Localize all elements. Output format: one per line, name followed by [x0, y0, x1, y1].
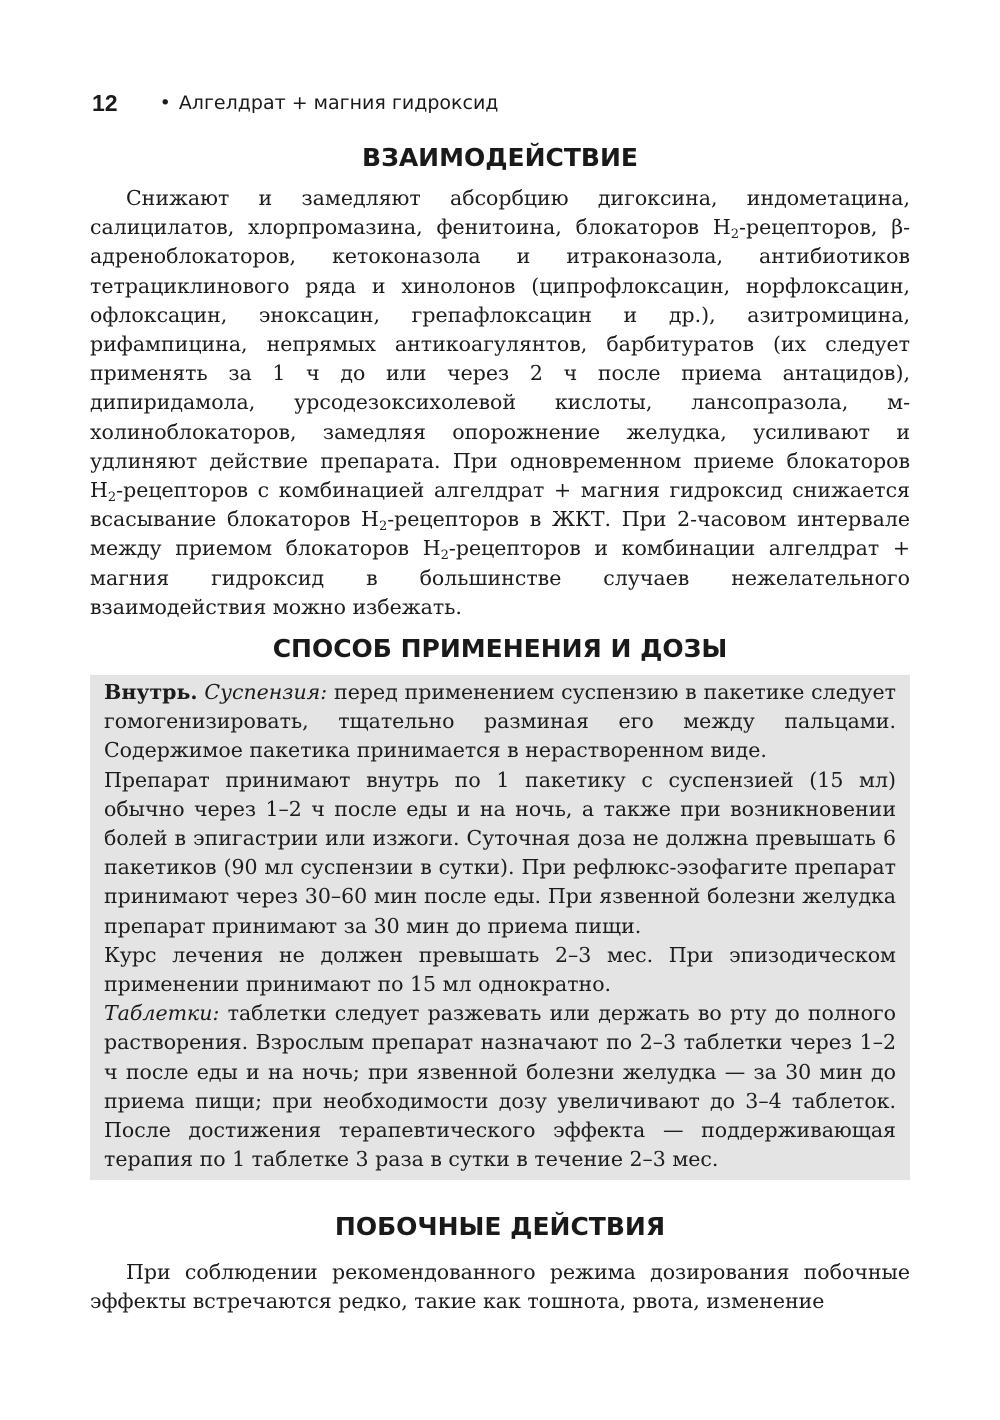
dosage-paragraph-1 — [104, 678, 896, 766]
running-head — [160, 92, 499, 114]
dosage-box — [90, 675, 910, 1180]
form-label-suspension: Суспензия: — [204, 680, 328, 704]
page-number: 12 — [92, 89, 118, 116]
form-label-tablets: Таблетки: — [104, 1001, 220, 1026]
page-header — [92, 86, 912, 120]
route-label: Внутрь. — [104, 680, 198, 704]
interaction-text-4: -рецепторов в ЖКТ. При 2-часовом интервале между приемом блокаторов Н — [90, 507, 910, 561]
dosage-heading: СПОСОБ ПРИМЕНЕНИЯ И ДОЗЫ — [272, 634, 728, 663]
interaction-heading: ВЗАИМОДЕЙСТВИЕ — [362, 143, 638, 172]
side-effects-heading: ПОБОЧНЫЕ ДЕЙСТВИЯ — [334, 1212, 666, 1241]
subscript: 2 — [440, 548, 449, 564]
dosage-text-4: таблетки следует разжевать или держать во рту до полного растворения. Взрослым препарат назначают по 2–3 таблетки через 1–2 ч после еды и на ночь; при язвенной болезни желудка — за 30 мин до приема пищи; при необходимости дозу увеличивают до 3–4 таблеток. После достижения терапевтического эффекта — поддерживающая терапия по 1 таблетке 3 раза в сутки в течение 2–3 мес. — [104, 1001, 896, 1172]
interaction-text-1: Снижают и замедляют абсорбцию дигоксина, индометацина, салицилатов, хлорпромазина, фенитоина, блокаторов Н — [90, 186, 910, 240]
dosage-paragraph-4 — [104, 999, 896, 1174]
side-effects-paragraph: При соблюдении рекомендованного режима дозирования побочные эффекты встречаются редко, такие как тошнота, рвота, изменение — [90, 1260, 910, 1314]
bullet-icon: • — [159, 92, 171, 114]
dosage-paragraph-2: Препарат принимают внутрь по 1 пакетику с суспензией (15 мл) обычно через 1–2 ч после еды и на ночь, а также при возникновении болей в эпигастрии или изжоги. Суточная доза не должна превышать 6 пакетиков (90 мл суспензии в сутки). При рефлюкс-эзофагите препарат принимают через 30–60 мин после еды. При язвенной болезни желудка препарат принимают за 30 мин до приема пищи. — [104, 767, 896, 938]
interaction-text-2: -рецепторов, β-адреноблокаторов, кетоконазола и итраконазола, антибиотиков тетрациклинового ряда и хинолонов (ципрофлоксацин, норфлоксацин, офлоксацин, эноксацин, грепафлоксацин и др.), азитромицина, рифампицина, непрямых антикоагулянтов, барбитуратов (их следует применять за 1 ч до или через 2 ч после приема антацидов), дипиридамола, урсодезоксихолевой кислоты, лансопразола, м-холиноблокаторов, замедляя опорожнение желудка, усиливают и удлиняют действие препарата. При одновременном приеме блокаторов Н — [90, 215, 910, 503]
interaction-paragraph — [90, 184, 910, 622]
interaction-section — [90, 184, 910, 622]
subscript: 2 — [730, 227, 740, 243]
subscript: 2 — [378, 519, 388, 535]
running-title: Алгелдрат + магния гидроксид — [178, 92, 499, 114]
dosage-paragraph-3: Курс лечения не должен превышать 2–3 мес. При эпизодическом применении принимают по 15 мл однократно. — [104, 942, 896, 997]
interaction-text-5: -рецепторов и комбинации алгелдрат + магния гидроксид в большинстве случаев нежелательного взаимодействия можно избежать. — [90, 536, 911, 619]
subscript: 2 — [107, 490, 117, 506]
side-effects-section — [90, 1258, 910, 1316]
dosage-text-1: перед применением суспензию в пакетике следует гомогенизировать, тщательно разминая его между пальцами. Содержимое пакетика принимается в нерастворенном виде. — [104, 680, 896, 763]
interaction-text-3: -рецепторов с комбинацией алгелдрат + магния гидроксид снижается всасывание блокаторов Н — [90, 478, 910, 532]
